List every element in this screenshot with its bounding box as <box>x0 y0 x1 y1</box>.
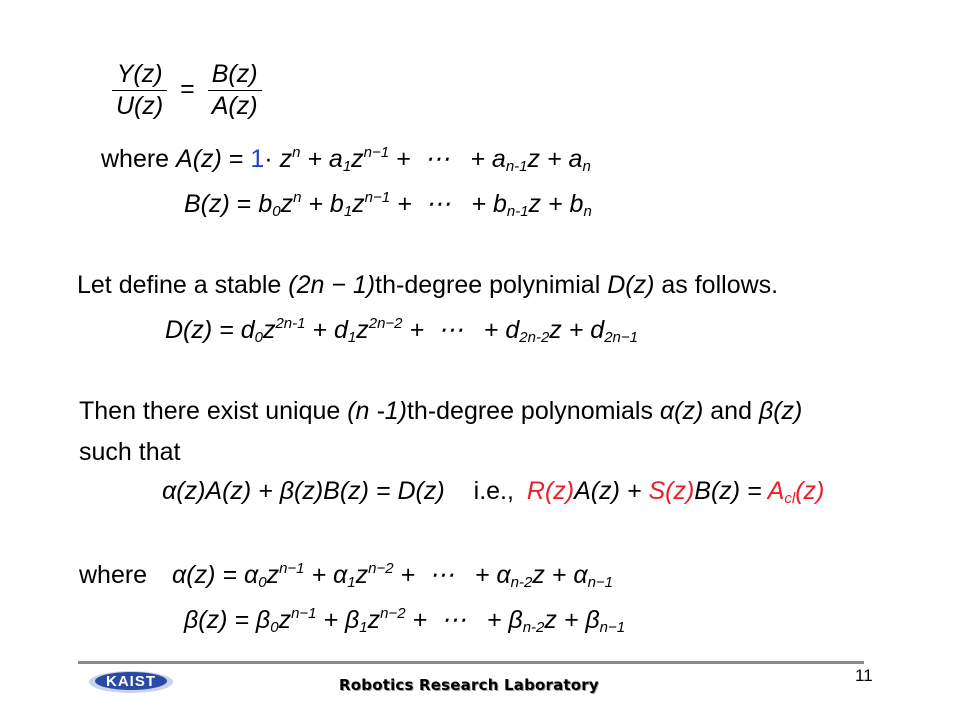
B-lhs: B(z) <box>184 190 230 218</box>
D-poly-name: D(z) <box>607 271 655 299</box>
footer-divider <box>78 661 864 664</box>
eq-right: $R(z)A(z) + S(z)B(z) = A_{cl}(z)$ <box>526 477 825 507</box>
lab-name: Robotics Research Laboratory <box>339 676 599 694</box>
beta-terms: $\beta(z) = \beta_0z^{n-1} + \beta_1z^{n-2}$ + ⋯ + $\beta_{n-2}z + \beta_{n-1}$ <box>184 605 626 636</box>
D-polynomial-line <box>165 315 638 346</box>
let-define-sentence <box>77 273 778 298</box>
lhs-numerator: Y(z) <box>116 60 163 88</box>
kaist-logo <box>88 665 174 695</box>
rhs-fraction <box>208 62 262 119</box>
B-polynomial-line: $B(z) = b_0z^n + b_1z^{n-1}$ + ⋯ + $b_{n-1}z + b_n$ <box>184 189 592 220</box>
A-terms: $z^n + a_1z^{n-1}$ + ⋯ + $a_{n-1}z + a_n$ <box>279 144 591 175</box>
beta-polynomial-line <box>184 605 626 636</box>
let-define-prefix: Let define a stable <box>77 271 282 299</box>
where-label-1: where <box>101 145 170 173</box>
such-that: such that <box>79 438 181 466</box>
beta-name: β(z) <box>758 397 803 425</box>
D-terms: $D(z) = d_0z^{2n-1} + d_1z^{2n-2}$ + ⋯ + $d_{2n-2}z + d_{2n-1}$ <box>165 315 638 346</box>
equals-sign: = <box>180 75 195 104</box>
page-number: 11 <box>855 666 873 685</box>
rhs-denominator: A(z) <box>208 90 262 119</box>
degree-2n-1: (2n − 1) <box>288 271 376 299</box>
let-define-middle: th-degree polynimial <box>375 271 601 299</box>
lhs-denominator: U(z) <box>112 90 167 119</box>
degree-n-1: (n -1) <box>347 397 407 425</box>
transfer-function <box>112 62 262 119</box>
then-sentence <box>79 399 802 424</box>
A-lhs: A(z) <box>176 145 222 173</box>
B-terms: $b_0z^n + b_1z^{n-1}$ + ⋯ + $b_{n-1}z + b_n$ <box>258 189 592 220</box>
then-prefix: Then there exist unique <box>79 397 341 425</box>
and-word: and <box>710 397 752 425</box>
where-label-2: where <box>79 561 148 589</box>
let-define-suffix: as follows. <box>661 271 779 299</box>
alpha-polynomial-line <box>79 560 614 591</box>
kaist-logo-text: KAIST <box>106 673 156 690</box>
alpha-name: α(z) <box>659 397 704 425</box>
lhs-fraction <box>112 62 167 119</box>
A-polynomial-line: where $A(z) = 1\cdot z^n + a_1z^{n-1}$ + ⋯ + $a_{n-1}z + a_n$ <box>101 144 591 175</box>
diophantine-equation <box>162 477 825 507</box>
rhs-numerator: B(z) <box>211 60 258 88</box>
A-leading-one: 1 <box>250 145 265 173</box>
eq-left: α(z)A(z) + β(z)B(z) = D(z) <box>162 477 445 505</box>
ie-label: i.e., <box>473 477 514 505</box>
then-middle: th-degree polynomials <box>406 397 653 425</box>
alpha-terms: $\alpha(z) = \alpha_0z^{n-1} + \alpha_1z^{n-2}$ + ⋯ + $\alpha_{n-2}z + \alpha_{n-1}$ <box>172 560 614 591</box>
